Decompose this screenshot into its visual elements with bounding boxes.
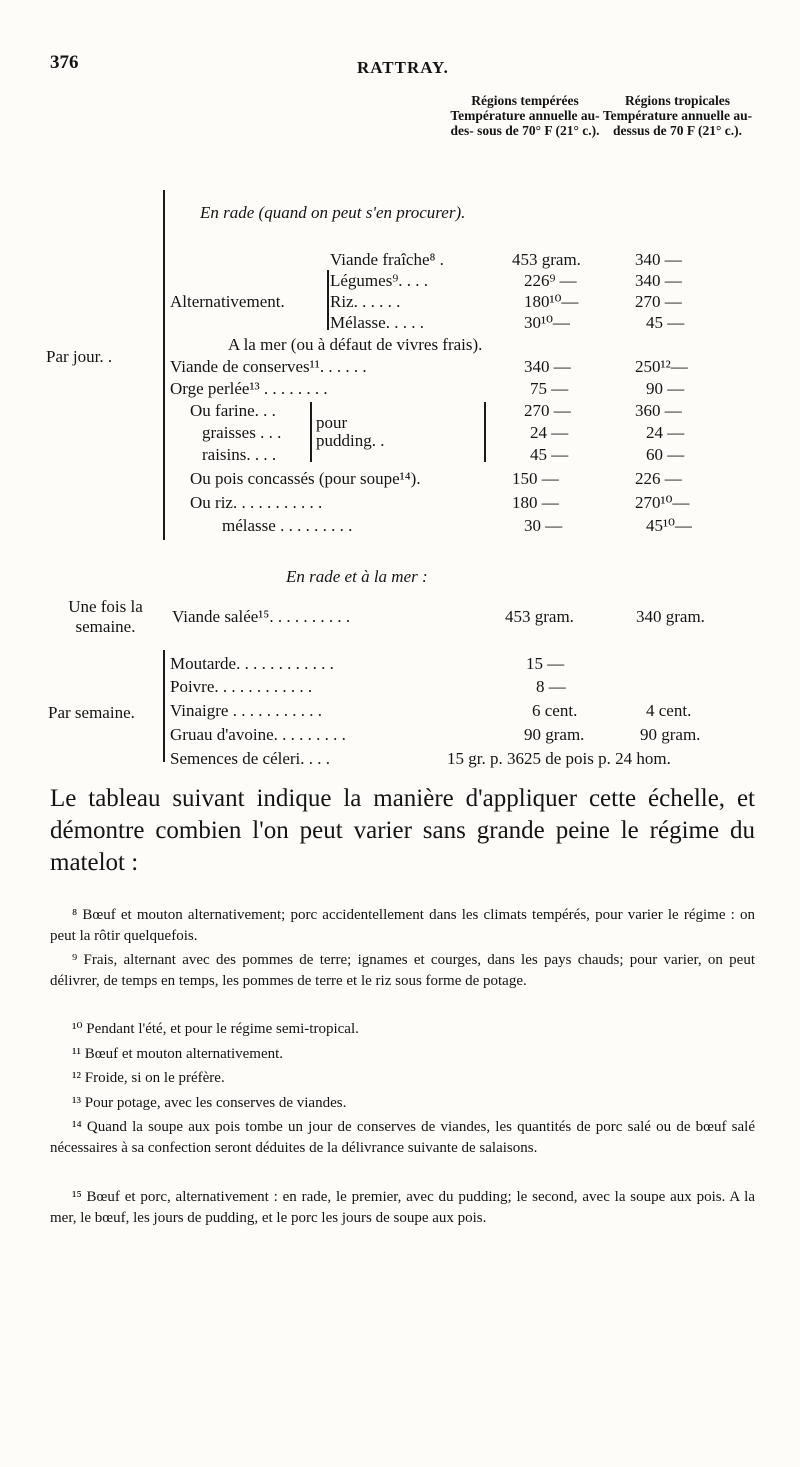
table-row-label: Ou pois concassés (pour soupe¹⁴). <box>190 469 421 488</box>
pudding-label: pour pudding. . <box>316 413 385 450</box>
footnote: ⁸ Bœuf et mouton alternativement; porc accidentellement dans les climats tempérés, pour varier le régime : on peut la rôtir quelquefois. <box>50 907 755 944</box>
table-cell-tropical: 24 — <box>646 423 685 442</box>
table-cell-temperate: 30¹⁰— <box>524 313 570 332</box>
footnote: ¹¹ Bœuf et mouton alternativement. <box>72 1046 284 1062</box>
table-row-label: Riz. . . . . . <box>330 292 401 311</box>
footnote: ¹² Froide, si on le préfère. <box>72 1070 225 1086</box>
weekly-label: Une fois la semaine. <box>68 597 143 636</box>
footnote: ¹³ Pour potage, avec les conserves de viandes. <box>72 1095 347 1111</box>
table-cell-temperate: 270 — <box>524 401 571 420</box>
table-cell-temperate: 90 gram. <box>524 725 585 744</box>
table-row-label: Poivre. . . . . . . . . . . . <box>170 677 313 696</box>
per-week-bracket <box>163 650 165 762</box>
alternativement-label: Alternativement. <box>170 292 285 311</box>
sea-heading: A la mer (ou à défaut de vivres frais). <box>228 335 483 354</box>
table-row-label: Viande fraîche⁸ . <box>330 250 444 269</box>
table-cell-tropical: 340 — <box>635 271 682 290</box>
table-cell-tropical: 60 — <box>646 445 685 464</box>
section1-heading: En rade (quand on peut s'en procurer). <box>200 203 466 222</box>
table-cell-temperate: 180¹⁰— <box>524 292 579 311</box>
table-row-label: Gruau d'avoine. . . . . . . . . <box>170 725 346 744</box>
table-cell-tropical: 90 — <box>646 379 685 398</box>
table-row-label: Semences de céleri. . . . <box>170 749 331 768</box>
table-cell-tropical: 226 — <box>635 469 682 488</box>
table-cell-temperate: 75 — <box>530 379 569 398</box>
table-cell-tropical: 340 gram. <box>636 607 705 626</box>
body-paragraph: Le tableau suivant indique la manière d'appliquer cette échelle, et démontre combien l'on peut varier sans grande peine le régime du matelot : <box>50 785 755 876</box>
table-row-label: raisins. . . . <box>202 445 277 464</box>
section2-heading: En rade et à la mer : <box>286 567 428 586</box>
alt-bracket-bar <box>327 270 329 330</box>
table-row-label: Vinaigre . . . . . . . . . . . <box>170 701 322 720</box>
table-cell-tropical: 90 gram. <box>640 725 701 744</box>
table-cell-tropical: 250¹²— <box>635 357 688 376</box>
footnote: ¹⁴ Quand la soupe aux pois tombe un jour de conserves de viandes, les quantités de porc salé ou de bœuf salé nécessaires à sa confection seront déduites de la délivrance suivante de salaisons. <box>50 1119 755 1156</box>
footnote: ¹⁵ Bœuf et porc, alternativement : en rade, le premier, avec du pudding; le second, avec la soupe aux pois. A la mer, le bœuf, les jours de pudding, et le porc les jours de soupe aux pois. <box>50 1189 755 1226</box>
per-week-label: Par semaine. <box>48 703 135 722</box>
table-cell-tropical: 45 — <box>646 313 685 332</box>
table-cell-tropical: 45¹⁰— <box>646 516 692 535</box>
table-row-label: Viande salée¹⁵. . . . . . . . . . <box>172 607 351 626</box>
running-head: RATTRAY. <box>357 58 449 77</box>
table-row-label: Ou riz. . . . . . . . . . . <box>190 493 323 512</box>
column-header-temperate: Régions tempérées Température annuelle au-des- sous de 70° F (21° c.). <box>450 93 600 138</box>
footnote: ⁹ Frais, alternant avec des pommes de terre; ignames et courges, dans les pays chauds; pour varier, on peut délivrer, de temps en temps, les pommes de terre et le riz sous forme de potage. <box>50 952 755 989</box>
table-row-label: Légumes⁹. . . . <box>330 271 428 290</box>
table-cell-temperate: 453 gram. <box>505 607 574 626</box>
table-cell-temperate: 24 — <box>530 423 569 442</box>
table-cell-temperate: 45 — <box>530 445 569 464</box>
table-cell-temperate: 180 — <box>512 493 559 512</box>
table-cell-tropical: 270¹⁰— <box>635 493 690 512</box>
table-cell-temperate: 30 — <box>524 516 563 535</box>
footnote: ¹⁰ Pendant l'été, et pour le régime semi-tropical. <box>72 1021 359 1037</box>
table-cell-tropical: 270 — <box>635 292 682 311</box>
table-row-label: Ou farine. . . <box>190 401 276 420</box>
table-cell-temperate: 453 gram. <box>512 250 581 269</box>
column-header-tropical: Régions tropicales Température annuelle au-dessus de 70 F (21° c.). <box>602 93 753 138</box>
table-cell-temperate: 8 — <box>536 677 566 696</box>
table-row-label: graisses . . . <box>202 423 282 442</box>
table-cell-tropical: 340 — <box>635 250 682 269</box>
table-cell-tropical: 360 — <box>635 401 682 420</box>
pudding-bracket-right <box>484 402 486 462</box>
table-cell-temperate: 226⁹ — <box>524 271 577 290</box>
table-row-label: Orge perlée¹³ . . . . . . . . <box>170 379 328 398</box>
page-number: 376 <box>50 52 79 73</box>
table-row-label: Mélasse. . . . . <box>330 313 424 332</box>
table-cell-tropical: 4 cent. <box>646 701 692 720</box>
left-bracket-bar <box>163 190 165 540</box>
table-cell-temperate: 340 — <box>524 357 571 376</box>
table-cell-temperate: 15 gr. p. 3625 de pois p. 24 hom. <box>447 749 671 768</box>
table-row-label: Moutarde. . . . . . . . . . . . <box>170 654 334 673</box>
pudding-bracket-left <box>310 402 312 462</box>
table-row-label: mélasse . . . . . . . . . <box>222 516 353 535</box>
table-cell-temperate: 15 — <box>526 654 565 673</box>
table-cell-temperate: 6 cent. <box>532 701 578 720</box>
table-cell-temperate: 150 — <box>512 469 559 488</box>
par-jour-label: Par jour. . <box>46 347 113 366</box>
table-row-label: Viande de conserves¹¹. . . . . . <box>170 357 367 376</box>
